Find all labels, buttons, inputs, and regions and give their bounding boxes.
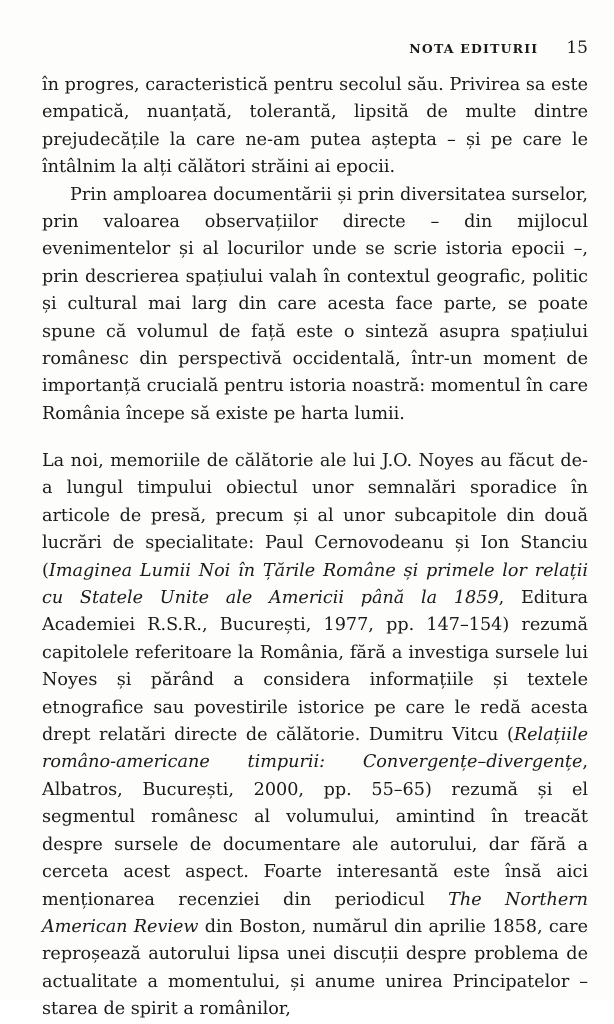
running-header: [409, 38, 588, 58]
periodical-title: The Northern American Review: [42, 889, 588, 937]
paragraph-reception: [42, 448, 588, 1024]
book-title-vitcu: Relațiile româno-americane timpurii: Convergențe–divergențe: [42, 725, 588, 773]
text-block-lower: [42, 448, 588, 1024]
running-title: NOTA EDITURII: [409, 41, 539, 56]
page-number: 15: [566, 38, 588, 58]
paragraph-documentation: Prin amploarea documentării și prin diversitatea surselor, prin valoarea observațiilor directe – din mijlocul evenimentelor și al locurilor unde se scrie istoria epocii –, prin descrierea spațiului valah în contextul geografic, politic și cultural mai larg din care acesta face parte, se poate spune că volumul de față este o sinteză asupra spațiului românesc din perspectivă occidentală, într-un moment de importanță crucială pentru istoria noastră: momentul în care România începe să existe pe harta lumii.: [42, 184, 588, 424]
paragraph-text-part-2: , Editura Academiei R.S.R., București, 1977, pp. 147–154) rezumă capitolele referitoare la România, fără a investiga sursele lui Noyes și părând a considera informațiile și textele etnografice sau povestirile istorice pe care le redă acesta drept relatări directe de călătorie. Dumitru Vitcu (: [42, 588, 588, 746]
paragraph-continuation: în progres, caracteristică pentru secolul său. Privirea sa este empatică, nuanțată, tolerantă, lipsită de multe dintre prejudecățile la care ne-am putea aștepta – și pe care le întâlnim la alți călători străini ai epocii.: [42, 75, 588, 178]
paragraph-text-part-4: din Boston, numărul din aprilie 1858, care reproșează autorului lipsa unei discuții despre problema de actualitate a momentului, și anume unirea Principatelor – starea de spirit a românilor,: [42, 916, 588, 1020]
text-block-upper: [42, 72, 588, 428]
paragraph-text-part-3: , Albatros, București, 2000, pp. 55–65) rezumă și el segmentul românesc al volumului, amintind în treacăt despre sursele de documentare ale autorului, dar fără a cerceta acest aspect. Foarte interesantă este însă aici menționarea recenziei din periodicul: [42, 752, 588, 910]
book-title-cernovodeanu-stanciu: Imaginea Lumii Noi în Țările Române și primele lor relații cu Statele Unite ale Americii până la 1859: [42, 560, 588, 609]
paragraph-text-part-1: La noi, memoriile de călătorie ale lui J.O. Noyes au făcut de-a lungul timpului obiectul unor semnalări sporadice în articole de presă, precum și al unor subcapitole din două lucrări de specialitate: Paul Cernovodeanu și Ion Stanciu (: [42, 451, 588, 581]
